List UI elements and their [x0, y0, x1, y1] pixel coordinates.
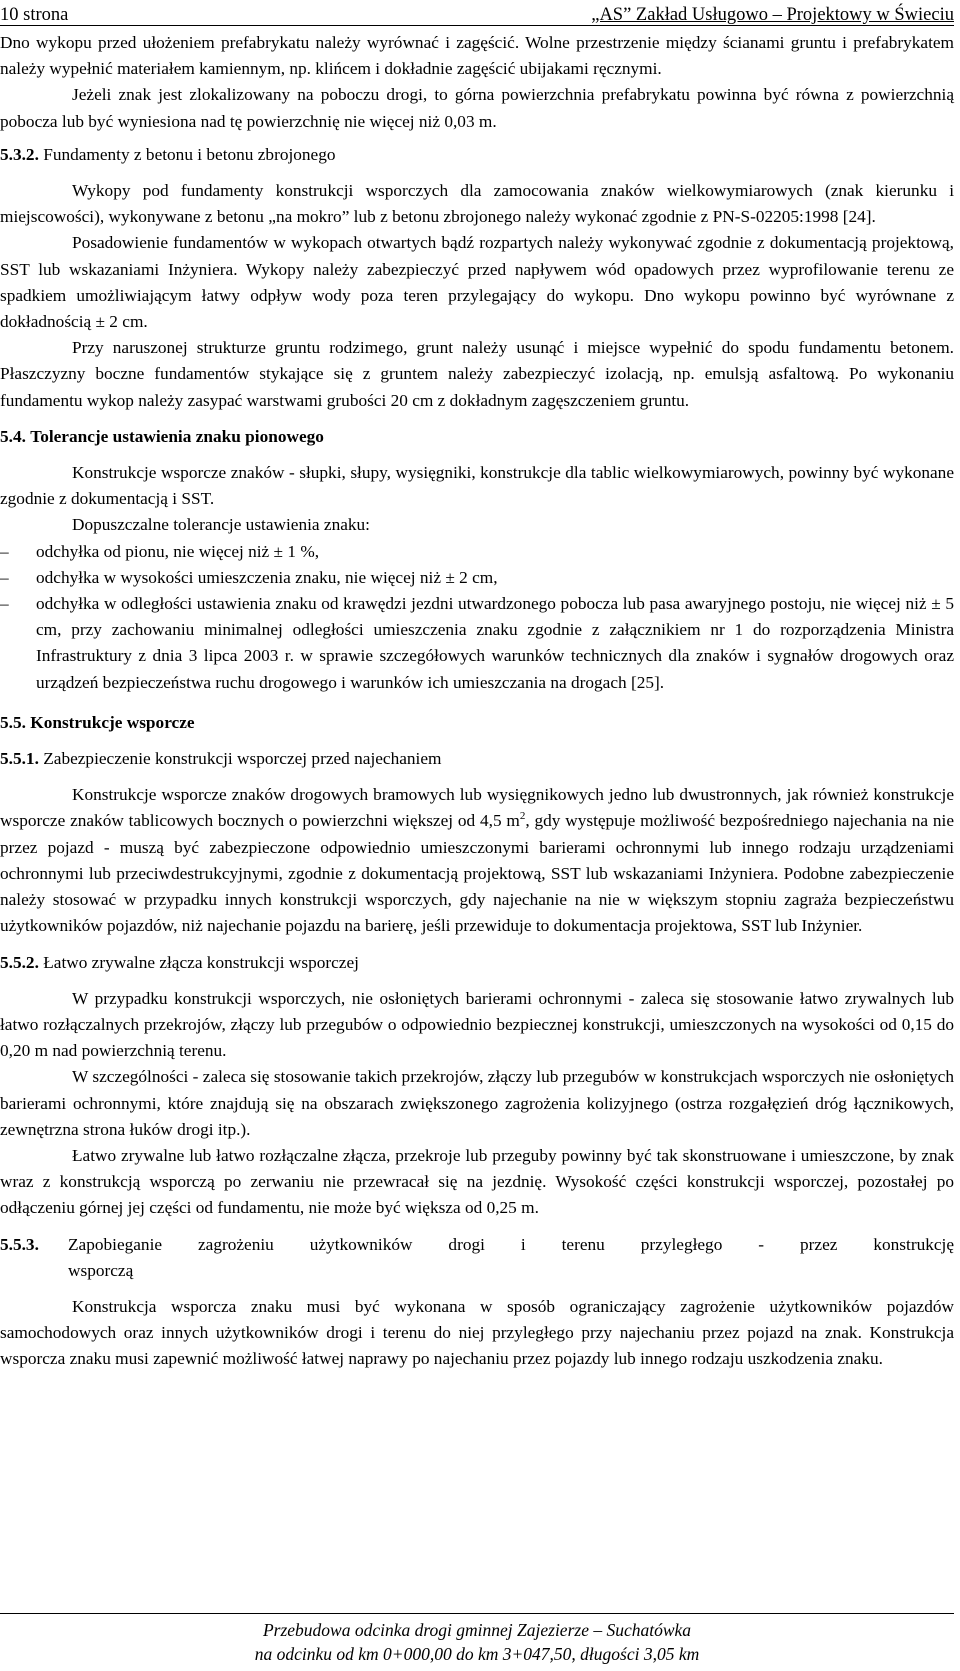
paragraph: Konstrukcje wsporcze znaków - słupki, słupy, wysięgniki, konstrukcje dla tablic wielkowymiarowych, powinny być wykonane zgodnie z dokumentacją i SST.: [0, 463, 954, 509]
superscript: 2: [519, 810, 526, 823]
section-heading-5-5: [0, 710, 954, 736]
page-number: 10 strona: [0, 5, 69, 25]
page-header: [0, 3, 954, 27]
section-heading-5-5-1: [0, 746, 954, 772]
dash-marker: –: [0, 541, 9, 561]
section-number: 5.5.3.: [0, 1234, 39, 1254]
section-number: 5.5.1.: [0, 749, 39, 769]
section-title: Konstrukcje wsporcze: [30, 712, 195, 732]
header-rule: [0, 25, 954, 26]
section-heading-5-5-2: [0, 950, 954, 976]
paragraph: Konstrukcje wsporcze znaków drogowych bramowych lub wysięgnikowych jedno lub dwustronnych, jak również konstrukcje wsporcze znaków tablicowych bocznych o powierzchni większej od 4,5 $m^2$, gdy występuje możliwość bezpośredniego najechania na nie przez pojazd - muszą być zabezpieczone odpowiednio umieszczonymi barierami ochronnymi lub innego rodzaju urządzeniami ochronnymi lub przeciwdestrukcyjnymi, zgodnie z dokumentacją projektową, SST lub wskazaniami Inżyniera. Podobne zabezpieczenie należy stosować w przypadku innych konstrukcji wsporczych, gdy najechanie na nie w większym stopniu zagraża bezpieczeństwu użytkowników pojazdów, niż najechanie pojazdu na barierę, jeśli przewiduje to dokumentacja projektowa, SST lub Inżynier.: [0, 785, 955, 936]
section-title-continued: wsporczą: [68, 1260, 134, 1280]
dash-marker: –: [0, 594, 9, 614]
paragraph: Wykopy pod fundamenty konstrukcji wsporczych dla zamocowania znaków wielkowymiarowych (znak kierunku i miejscowości), wykonywane z betonu „na mokro” lub z betonu zbrojonego należy wykonać zgodnie z PN-S-02205:1998 [24].: [0, 181, 954, 227]
list-item: – odchyłka w wysokości umieszczenia znaku, nie więcej niż ± 2 cm,: [0, 565, 954, 591]
section-number: 5.4.: [0, 426, 26, 446]
section-number: 5.3.2.: [0, 144, 39, 164]
paragraph: Dno wykopu przed ułożeniem prefabrykatu należy wyrównać i zagęścić. Wolne przestrzenie między ścianami gruntu i prefabrykatem należy wypełnić materiałem kamiennym, np. klińcem i dokładnie zagęścić ubijakami ręcznymi.: [0, 33, 954, 79]
section-title: Zapobieganie zagrożeniu użytkowników drogi i terenu przyległego - przez konstrukcję: [68, 1234, 954, 1254]
paragraph: Dopuszczalne tolerancje ustawienia znaku:: [72, 515, 370, 535]
company-name: „AS” Zakład Usługowo – Projektowy w Świeciu: [591, 5, 954, 25]
tolerance-list: [0, 539, 954, 696]
list-item: – odchyłka w odległości ustawienia znaku od krawędzi jezdni utwardzonego pobocza lub pasa awaryjnego postoju, nie więcej niż ± 5 cm, przy zachowaniu minimalnej odległości umieszczenia znaku zgodnie z załącznikiem nr 1 do rozporządzenia Ministra Infrastruktury z dnia 3 lipca 2003 r. w sprawie szczegółowych warunków technicznych dla znaków i sygnałów drogowych oraz urządzeń bezpieczeństwa ruchu drogowego i warunków ich umieszczania na drogach [25].: [0, 591, 954, 696]
page-footer: [0, 1618, 954, 1666]
paragraph: W szczególności - zaleca się stosowanie takich przekrojów, złączy lub przegubów w konstrukcjach wsporczych nie osłoniętych barierami ochronnymi, które znajdują się na obszarach zwiększonego zagrożenia kolizyjnego (ostrza rozgałęzień dróg łącznikowych, zewnętrzna strona łuków drogi itp.).: [0, 1067, 954, 1139]
paragraph: Łatwo zrywalne lub łatwo rozłączalne złącza, przekroje lub przeguby powinny być tak skonstruowane i umieszczone, by znak wraz z konstrukcją wsporczą po zerwaniu nie przewracał się na jezdnię. Wysokość części konstrukcji wsporczej, pozostałej po odłączeniu górnej jej części od fundamentu, nie może być większa od 0,25 m.: [0, 1145, 954, 1218]
section-number: 5.5.: [0, 712, 26, 732]
section-title: Łatwo zrywalne złącza konstrukcji wsporczej: [43, 952, 359, 972]
section-number: 5.5.2.: [0, 952, 39, 972]
footer-rule: [0, 1613, 954, 1614]
paragraph: Jeżeli znak jest zlokalizowany na poboczu drogi, to górna powierzchnia prefabrykatu powinna być równa z powierzchnią pobocza lub być wyniesiona nad tę powierzchnię nie więcej niż 0,03 m.: [0, 85, 954, 131]
section-title: Zabezpieczenie konstrukcji wsporczej przed najechaniem: [43, 749, 442, 769]
document-body: [0, 30, 954, 1373]
paragraph: Przy naruszonej strukturze gruntu rodzimego, grunt należy usunąć i miejsce wypełnić do spodu fundamentu betonem. Płaszczyzny boczne fundamentów stykające się z gruntem należy zabezpieczyć izolacją, np. emulsją asfaltową. Po wykonaniu fundamentu wykop należy zasypać warstwami grubości 20 cm z dokładnym zagęszczeniem gruntu.: [0, 338, 954, 410]
footer-line-2: na odcinku od km 0+000,00 do km 3+047,50, długości 3,05 km: [254, 1644, 700, 1664]
section-heading-5-3-2: [0, 142, 954, 168]
section-title: Fundamenty z betonu i betonu zbrojonego: [43, 144, 336, 164]
section-heading-5-4: [0, 424, 954, 450]
list-item: – odchyłka od pionu, nie więcej niż ± 1 %,: [0, 539, 954, 565]
paragraph: W przypadku konstrukcji wsporczych, nie osłoniętych barierami ochronnymi - zaleca się stosowanie łatwo zrywalnych lub łatwo rozłączalnych przekrojów, złączy lub przegubów o odpowiednio bezpiecznej konstrukcji, umieszczonych na wysokości od 0,15 do 0,20 m nad powierzchnią terenu.: [0, 988, 954, 1061]
section-heading-5-5-3: [0, 1232, 954, 1284]
paragraph: Konstrukcja wsporcza znaku musi być wykonana w sposób ograniczający zagrożenie użytkowników pojazdów samochodowych oraz innych użytkowników drogi i terenu do niej przyległego przy najechaniu przez pojazd na znak. Konstrukcja wsporcza znaku musi zapewnić możliwość łatwej naprawy po najechaniu przez pojazdy lub innego rodzaju uszkodzenia znaku.: [0, 1296, 954, 1369]
dash-marker: –: [0, 567, 9, 587]
section-title: Tolerancje ustawienia znaku pionowego: [30, 426, 324, 446]
paragraph: Posadowienie fundamentów w wykopach otwartych bądź rozpartych należy wykonywać zgodnie z dokumentacją projektową, SST lub wskazaniami Inżyniera. Wykopy należy zabezpieczyć przed napływem wód opadowych przez wyprofilowanie terenu ze spadkiem umożliwiającym łatwy odpływ wody poza teren przylegający do wykopu. Dno wykopu powinno być wyrównane z dokładnością ± 2 cm.: [0, 233, 954, 332]
footer-line-1: Przebudowa odcinka drogi gminnej Zajezierze – Suchatówka: [262, 1620, 692, 1640]
